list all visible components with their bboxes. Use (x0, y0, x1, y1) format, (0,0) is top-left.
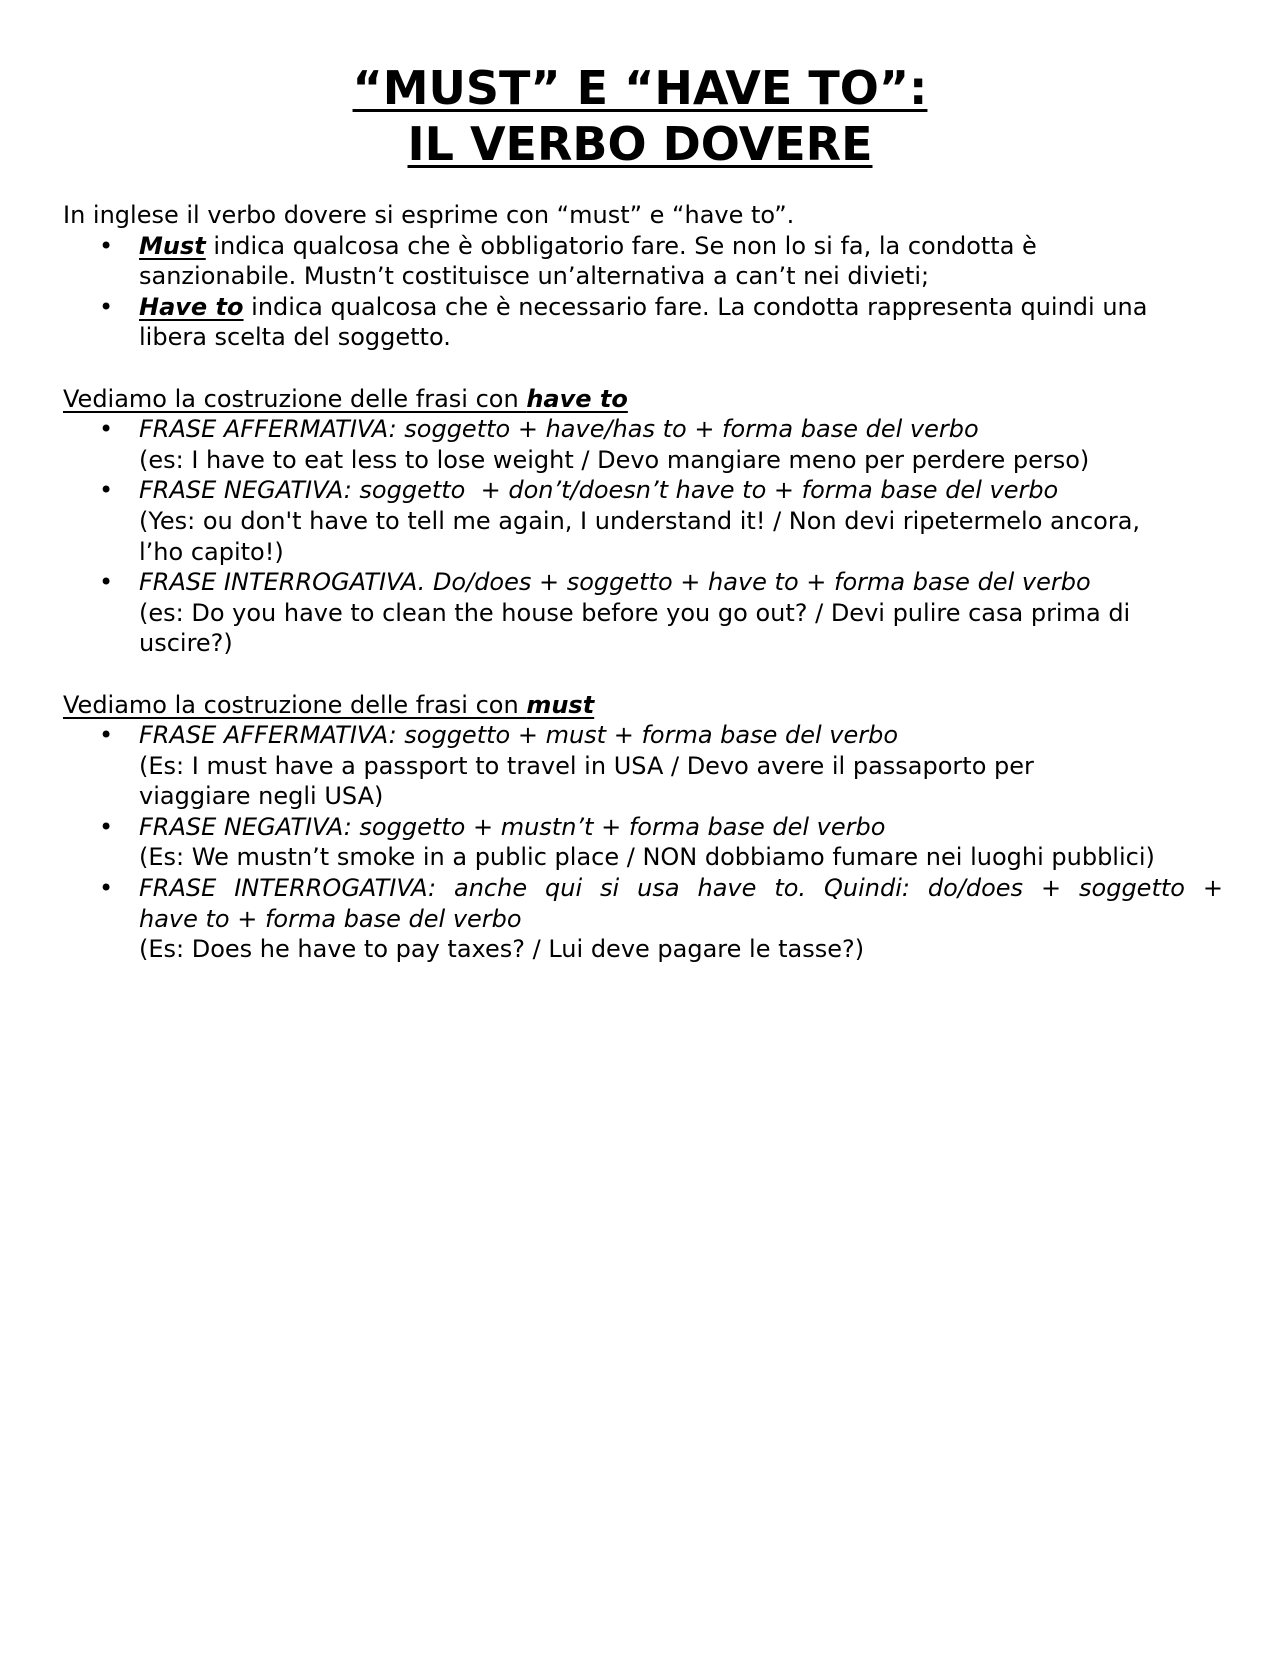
section-heading-have-to: Vediamo la costruzione delle frasi con have to (63, 384, 628, 413)
example-text: l’ho capito!) (139, 537, 284, 566)
list-item (63, 231, 1223, 292)
example-text: (Yes: ou don't have to tell me again, I understand it! / Non devi ripetermelo ancora, (139, 506, 1141, 535)
example-text: (es: I have to eat less to lose weight / Devo mangiare meno per perdere perso) (139, 445, 1090, 474)
example-text: viaggiare negli USA) (139, 782, 384, 811)
list-item (63, 720, 1223, 812)
page-title-line-1: “MUST” E “HAVE TO”: (352, 61, 928, 115)
list-item (63, 292, 1223, 353)
list-item (63, 873, 1223, 965)
page-title-line-2: IL VERBO DOVERE (407, 117, 873, 171)
term-must: Must (139, 231, 206, 260)
section-term: must (526, 690, 595, 719)
list-item (63, 414, 1223, 475)
list-item (63, 475, 1223, 567)
rule-text: • FRASE INTERROGATIVA: anche qui si usa have to. Quindi: do/does + soggetto + (139, 874, 1223, 903)
intro-list (63, 231, 1223, 353)
rule-text: • FRASE INTERROGATIVA. Do/does + soggetto + have to + forma base del verbo (139, 568, 1091, 597)
term-have-to: Have to (139, 292, 244, 321)
document-body (63, 200, 1223, 965)
rule-text: • FRASE AFFERMATIVA: soggetto + must + forma base del verbo (139, 721, 899, 750)
definition-text: sanzionabile. Mustn’t costituisce un’alternativa a can’t nei divieti; (139, 262, 930, 291)
example-text: uscire?) (139, 629, 233, 658)
list-item (63, 567, 1223, 659)
intro-paragraph: In inglese il verbo dovere si esprime con “must” e “have to”. (63, 201, 795, 229)
rule-text: • FRASE AFFERMATIVA: soggetto + have/has to + forma base del verbo (139, 415, 979, 444)
rule-text: have to + forma base del verbo (139, 904, 522, 933)
section-term: have to (526, 384, 628, 413)
definition-text: libera scelta del soggetto. (139, 323, 451, 352)
section-heading-must: Vediamo la costruzione delle frasi con must (63, 690, 595, 719)
definition-text: indica qualcosa che è necessario fare. La condotta rappresenta quindi una (243, 292, 1148, 321)
definition-text: indica qualcosa che è obbligatorio fare. Se non lo si fa, la condotta è (205, 231, 1037, 260)
rule-text: • FRASE NEGATIVA: soggetto + don’t/doesn’t have to + forma base del verbo (139, 476, 1059, 505)
example-text: (Es: Does he have to pay taxes? / Lui deve pagare le tasse?) (139, 935, 865, 964)
list-item (63, 812, 1223, 873)
rule-text: • FRASE NEGATIVA: soggetto + mustn’t + forma base del verbo (139, 812, 886, 841)
example-text: (Es: I must have a passport to travel in USA / Devo avere il passaporto per (139, 751, 1034, 780)
example-text: (Es: We mustn’t smoke in a public place / NON dobbiamo fumare nei luoghi pubblici) (139, 843, 1155, 872)
must-list (63, 720, 1223, 965)
example-text: (es: Do you have to clean the house before you go out? / Devi pulire casa prima di (139, 598, 1131, 627)
have-to-list (63, 414, 1223, 659)
